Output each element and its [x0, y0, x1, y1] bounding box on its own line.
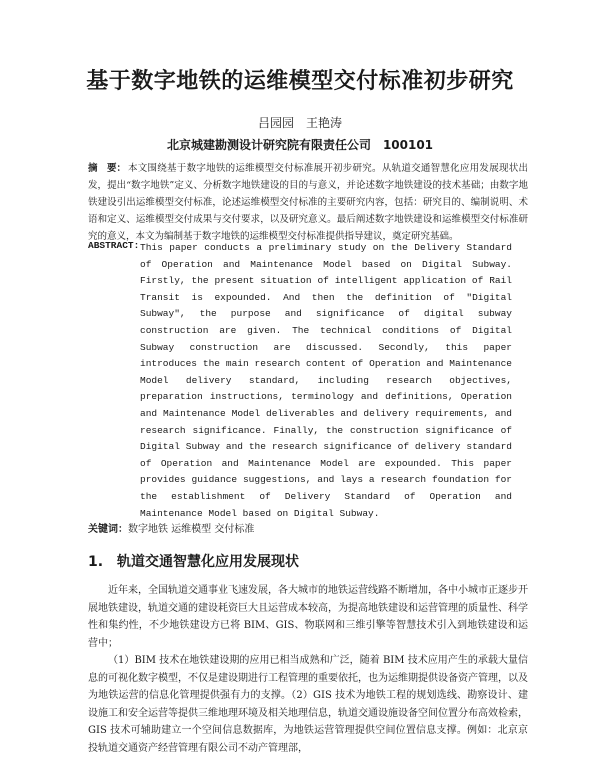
keywords	[88, 520, 254, 535]
section-1-paragraph: （1）BIM 技术在地铁建设期的应用已相当成熟和广泛，随着 BIM 技术应用产生的承载大量信息的可视化数字模型，不仅是建设期进行工程管理的重要依托，也为运维期提供设备资产管理，以及为地铁运营的信息化管理提供强有力的支撑。（2）GIS 技术为地铁工程的规划选线、勘察设计、建设施工和安全运营等提供三维地理环境及相关地理信息，轨道交通设施设备空间位置分布高效检索，GIS 技术可辅助建立一个空间信息数据库，为地铁运营管理提供空间位置信息支撑。例如：北京京投轨道交通资产经营管理有限公司不动产管理部，	[88, 655, 528, 754]
abstract-cn-text: 本文围绕基于数字地铁的运维模型交付标准展开初步研究。从轨道交通智慧化应用发展现状出发，提出“数字地铁”定义、分析数字地铁建设的目的与意义，并论述数字地铁建设的技术基础；由数字地铁建设引出运维模型交付标准，论述运维模型交付标准的主要研究内容，包括：研究目的、编制说明、术语和定义、运维模型交付成果与交付要求，以及研究意义。最后阐述数字地铁建设和运维模型交付标准研究的意义，本文为编制基于数字地铁的运维模型交付标准提供指导建议，奠定研究基础。	[88, 163, 528, 242]
section-1-heading: 1. 轨道交通智慧化应用发展现状	[88, 554, 300, 570]
keywords-text: 数字地铁 运维模型 交付标准	[128, 524, 255, 535]
section-1-paragraph: 近年来，全国轨道交通事业飞速发展，各大城市的地铁运营线路不断增加，各中小城市正逐步开展地铁建设，轨道交通的建设耗资巨大且运营成本较高，为提高地铁建设和运营管理的质量性、科学性和集约性，不少地铁建设方已将 BIM、GIS、物联网和三维引擎等智慧技术引入到地铁建设和运营中；	[88, 585, 528, 649]
paper-authors: 吕园园 王艳涛	[257, 116, 342, 130]
paper-affiliation: 北京城建勘测设计研究院有限责任公司 100101	[166, 138, 434, 152]
paper-title: 基于数字地铁的运维模型交付标准初步研究	[86, 69, 514, 94]
section-1-body	[88, 582, 528, 757]
abstract-en-text: This paper conducts a preliminary study on the Delivery Standard of Operation and Maintenance Model based on Digital Subway. Firstly, the present situation of intelligent application of Rail Transit is expounded. And then the definition of "Digital Subway", the purpose and significance of digital subway construction are given. The technical conditions of Digital Subway construction are discussed. Secondly, this paper introduces the main research content of Operation and Maintenance Model delivery standard, including research objectives, preparation instructions, terminology and definitions, Operation and Maintenance Model deliverables and delivery requirements, and research significance. Finally, the construction significance of Digital Subway and the research significance of delivery standard of Operation and Maintenance Model are expounded. This paper provides guidance suggestions, and lays a research foundation for the establishment of Delivery Standard of Operation and Maintenance Model based on Digital Subway.	[140, 242, 512, 519]
abstract-cn	[88, 160, 528, 245]
abstract-cn-label: 摘 要：	[88, 163, 127, 174]
keywords-label: 关键词：	[88, 524, 128, 535]
abstract-en-label: ABSTRACT:	[88, 240, 140, 251]
